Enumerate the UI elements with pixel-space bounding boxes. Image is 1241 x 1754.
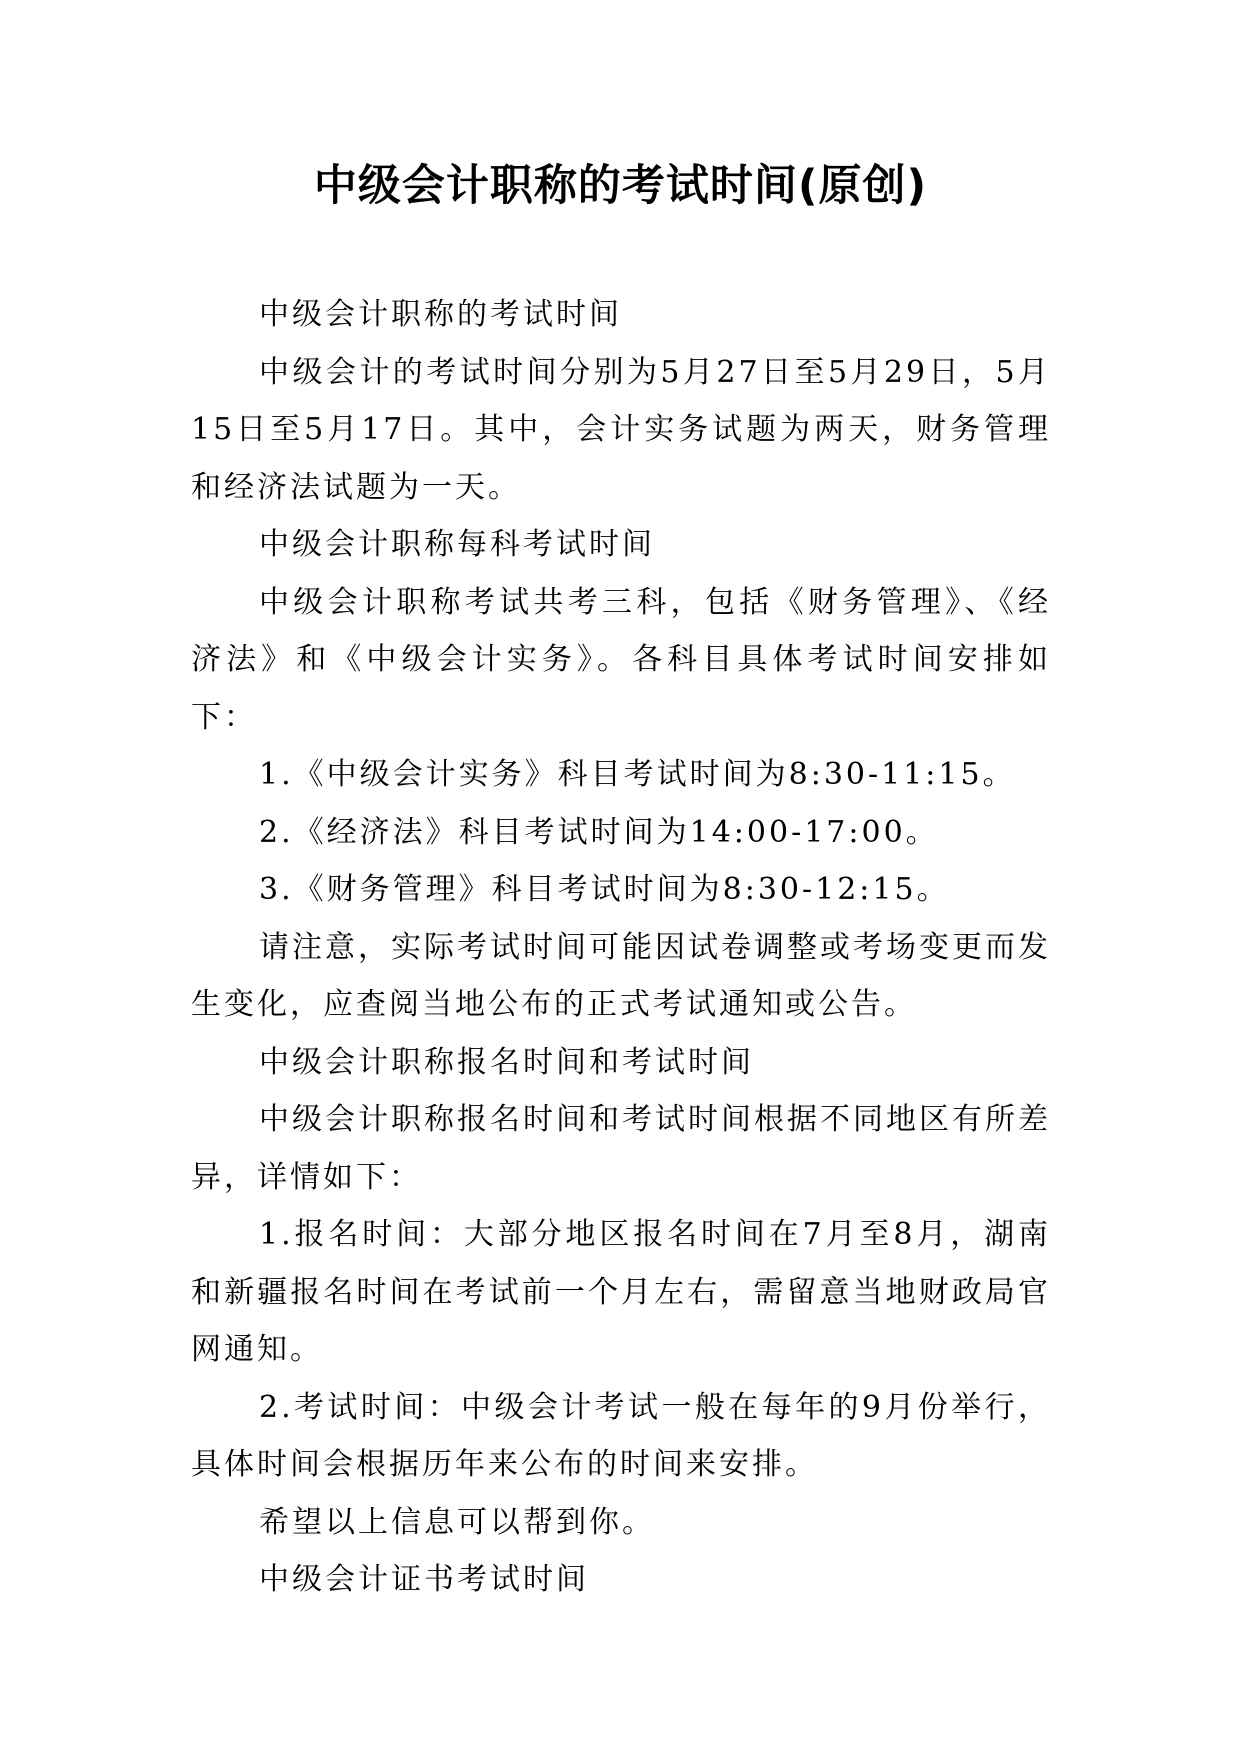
paragraph-heading: 中级会计职称每科考试时间 xyxy=(259,527,655,562)
list-item: 3.《财务管理》科目考试时间为8:30-12:15。 xyxy=(259,872,950,907)
list-item: 1.报名时间：大部分地区报名时间在7月至8月，湖南和新疆报名时间在考试前一个月左右，需留意当地财政局官网通知。 xyxy=(191,1217,1051,1367)
paragraph: 中级会计职称报名时间和考试时间根据不同地区有所差异，详情如下： xyxy=(191,1102,1051,1195)
list-item: 2.《经济法》科目考试时间为14:00-17:00。 xyxy=(259,814,939,850)
paragraph-heading: 中级会计职称的考试时间 xyxy=(259,297,622,332)
list-item: 2.考试时间：中级会计考试一般在每年的9月份举行，具体时间会根据历年来公布的时间来安排。 xyxy=(191,1389,1051,1482)
paragraph: 请注意，实际考试时间可能因试卷调整或考场变更而发生变化，应查阅当地公布的正式考试通知或公告。 xyxy=(191,929,1051,1022)
paragraph: 中级会计的考试时间分别为5月27日至5月29日，5月15日至5月17日。其中，会计实务试题为两天，财务管理和经济法试题为一天。 xyxy=(191,354,1051,505)
document-title: 中级会计职称的考试时间(原创) xyxy=(313,161,928,211)
document-body xyxy=(191,286,1051,1609)
paragraph: 中级会计职称考试共考三科，包括《财务管理》、《经济法》和《中级会计实务》。各科目具体考试时间安排如下： xyxy=(191,584,1051,735)
paragraph: 希望以上信息可以帮到你。 xyxy=(259,1504,655,1540)
paragraph-heading: 中级会计职称报名时间和考试时间 xyxy=(259,1044,754,1080)
paragraph-heading: 中级会计证书考试时间 xyxy=(259,1562,589,1597)
list-item: 1.《中级会计实务》科目考试时间为8:30-11:15。 xyxy=(259,757,1016,792)
